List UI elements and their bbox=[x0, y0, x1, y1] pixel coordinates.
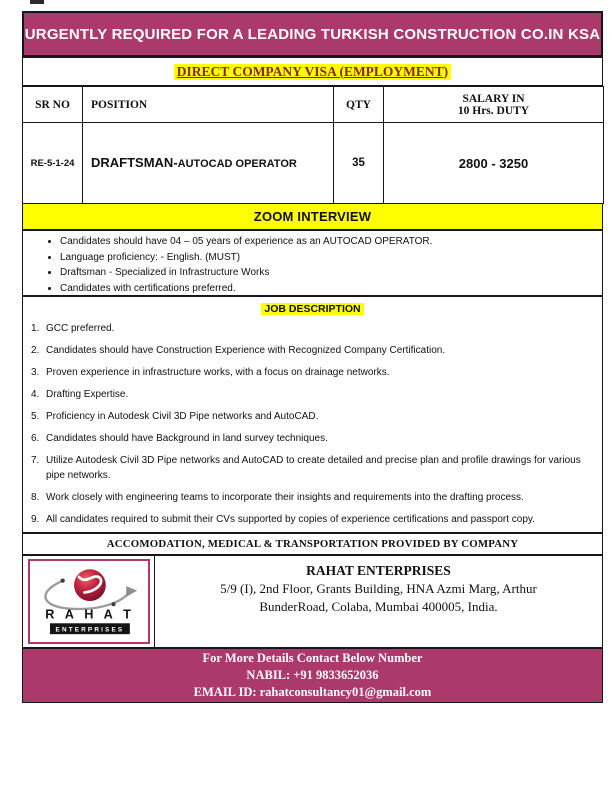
job-description-title-wrap bbox=[23, 299, 602, 317]
accommodation-label: ACCOMODATION, MEDICAL & TRANSPORTATION PROVIDED BY COMPANY bbox=[106, 538, 519, 550]
job-description-item: 3. Proven experience in infrastructure works, with a focus on drainage networks. bbox=[31, 367, 390, 378]
requirement-item: • Candidates with certifications preferred. bbox=[60, 281, 602, 297]
company-name: RAHAT ENTERPRISES bbox=[306, 563, 451, 578]
company-logo-box bbox=[28, 559, 150, 644]
accommodation-row bbox=[22, 533, 603, 555]
company-section bbox=[22, 555, 603, 648]
logo-orbit-arrowhead bbox=[126, 586, 137, 597]
company-info-cell bbox=[155, 556, 602, 647]
urgent-header-title: URGENTLY REQUIRED FOR A LEADING TURKISH CONSTRUCTION CO.IN KSA bbox=[24, 25, 601, 43]
header-salary bbox=[384, 87, 604, 123]
job-description-item: 6. Candidates should have Background in land survey techniques. bbox=[31, 433, 328, 444]
job-description-item: 7. Utilize Autodesk Civil 3D Pipe networks and AutoCAD to create detailed and precise plan and profile drawings for various pipe networks. bbox=[31, 455, 581, 481]
position-row bbox=[23, 123, 604, 204]
header-position: POSITION bbox=[83, 87, 334, 123]
job-description-item: 1. GCC preferred. bbox=[31, 323, 115, 334]
zoom-interview-banner bbox=[22, 203, 603, 230]
cell-position bbox=[83, 123, 334, 204]
position-title-main: DRAFTSMAN- bbox=[91, 155, 178, 170]
job-description-item: 8. Work closely with engineering teams to incorporate their insights and requirements into the drafting process. bbox=[31, 491, 524, 503]
visa-type-row bbox=[22, 57, 603, 86]
position-title-sub: AUTOCAD OPERATOR bbox=[177, 158, 297, 170]
requirement-item: • Candidates should have 04 – 05 years of experience as an AUTOCAD OPERATOR. bbox=[60, 234, 602, 250]
cell-qty: 35 bbox=[334, 123, 384, 204]
job-description-item: 9. All candidates required to submit their CVs supported by copies of experience certifications and passport copy. bbox=[31, 513, 535, 525]
header-qty: QTY bbox=[334, 87, 384, 123]
job-description-item: 4. Drafting Expertise. bbox=[31, 389, 129, 400]
job-description-title: JOB DESCRIPTION bbox=[261, 303, 363, 315]
cell-salary: 2800 - 3250 bbox=[384, 123, 604, 204]
requirement-item: • Draftsman - Specialized in Infrastructure Works bbox=[60, 265, 602, 281]
urgent-header-banner bbox=[22, 11, 603, 57]
zoom-interview-label: ZOOM INTERVIEW bbox=[253, 209, 372, 224]
contact-footer-heading: For More Details Contact Below Number bbox=[202, 651, 423, 665]
job-description-section bbox=[22, 296, 603, 533]
logo-orbit-dot-left bbox=[60, 578, 64, 582]
positions-table bbox=[22, 86, 604, 204]
header-salary-line1: SALARY IN bbox=[462, 92, 525, 105]
job-description-item: 5. Proficiency in Autodesk Civil 3D Pipe networks and AutoCAD. bbox=[31, 411, 319, 422]
scan-artifact-mark bbox=[30, 0, 44, 4]
logo-orbit-dot-right bbox=[111, 602, 115, 606]
company-logo-cell bbox=[23, 556, 155, 647]
logo-name-text: R A H A T bbox=[44, 607, 135, 622]
requirements-list bbox=[23, 234, 602, 296]
company-address bbox=[155, 580, 602, 615]
job-description-list bbox=[23, 322, 602, 527]
job-description-item: 2. Candidates should have Construction Experience with Recognized Company Certification. bbox=[31, 345, 446, 356]
contact-footer-banner bbox=[22, 648, 603, 703]
contact-email: EMAIL ID: rahatconsultancy01@gmail.com bbox=[193, 685, 432, 699]
requirements-section bbox=[22, 230, 603, 296]
company-address-line1: 5/9 (I), 2nd Floor, Grants Building, HNA Azmi Marg, Arthur bbox=[220, 581, 537, 596]
logo-subtitle-text: ENTERPRISES bbox=[55, 626, 124, 634]
contact-phone: NABIL: +91 9833652036 bbox=[246, 668, 379, 682]
rahat-logo-icon bbox=[30, 561, 148, 642]
positions-table-header-row bbox=[23, 87, 604, 123]
company-address-line2: BunderRoad, Colaba, Mumbai 400005, India. bbox=[259, 598, 498, 614]
visa-type-label: DIRECT COMPANY VISA (EMPLOYMENT) bbox=[174, 64, 451, 80]
cell-sr-no: RE-5-1-24 bbox=[23, 123, 83, 204]
header-sr-no: SR NO bbox=[23, 87, 83, 123]
requirement-item: • Language proficiency: - English. (MUST) bbox=[60, 250, 602, 266]
header-salary-line2: 10 Hrs. DUTY bbox=[457, 104, 530, 117]
